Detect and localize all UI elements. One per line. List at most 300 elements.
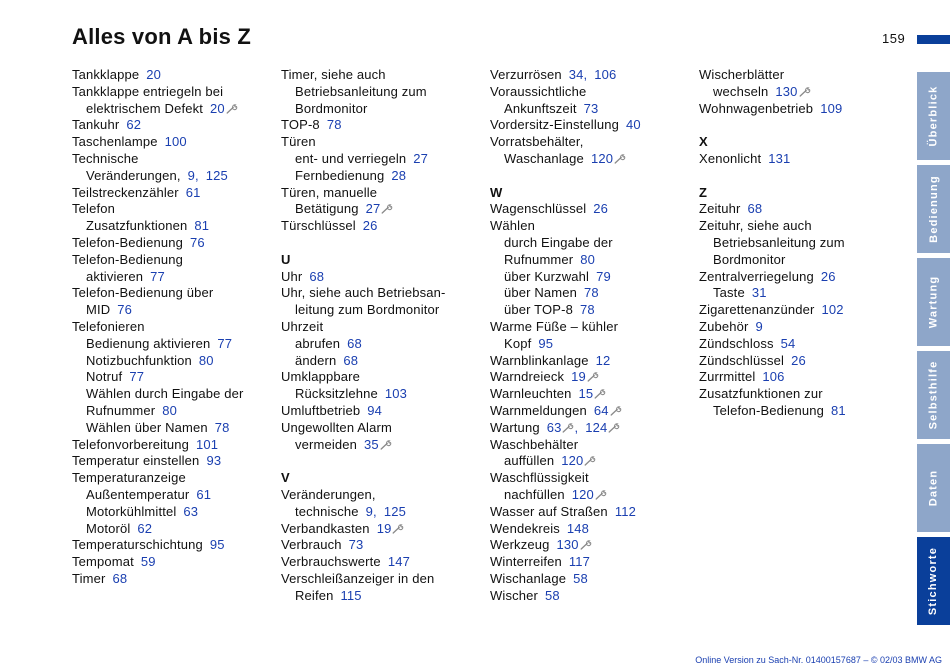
- index-entry: [72, 537, 277, 554]
- index-entry: [490, 218, 695, 235]
- index-letter-heading: [281, 470, 486, 487]
- index-entry: [490, 588, 695, 605]
- index-entry: [699, 369, 904, 386]
- index-column-2: [281, 67, 486, 605]
- index-entry: [490, 487, 695, 504]
- index-entry: [281, 353, 486, 370]
- page-ref-link[interactable]: 81: [830, 402, 846, 418]
- page-ref-link[interactable]: 94: [367, 402, 383, 418]
- index-entry: [490, 252, 695, 269]
- index-entry: [490, 84, 695, 101]
- index-term: Ankunftszeit: [504, 100, 577, 116]
- page-ref-link[interactable]: 95: [538, 335, 554, 351]
- index-entry: Wartung 63 , 124: [490, 420, 695, 437]
- index-term: Vordersitz-Einstellung: [490, 117, 620, 133]
- index-term: Temperaturschichtung: [72, 537, 203, 553]
- index-entry: [72, 151, 277, 168]
- index-entry: [72, 201, 277, 218]
- page-ref-link[interactable]: 15: [578, 386, 594, 402]
- index-entry: [72, 369, 277, 386]
- page-ref-link[interactable]: 59: [140, 554, 156, 570]
- page-ref-link[interactable]: 58: [573, 570, 588, 586]
- index-term: nachfüllen: [504, 486, 565, 502]
- index-term: Türen: [281, 134, 316, 150]
- index-term: Wartung: [490, 419, 540, 435]
- index-entry: [490, 353, 695, 370]
- index-term: Veränderungen,: [281, 486, 376, 502]
- wrench-icon: [380, 440, 392, 450]
- page-ref-link[interactable]: 73: [348, 537, 364, 553]
- index-term: Notruf: [86, 369, 123, 385]
- index-entry: [72, 453, 277, 470]
- index-term: TOP-8: [281, 117, 320, 133]
- index-entry: [699, 151, 904, 168]
- page-ref-link[interactable]: 124: [585, 419, 608, 435]
- index-term: Zigarettenanzünder: [699, 302, 815, 318]
- tab-selbsthilfe[interactable]: [917, 351, 950, 439]
- index-entry: [490, 117, 695, 134]
- index-term: V: [281, 470, 290, 486]
- index-term: Türen, manuelle: [281, 184, 378, 200]
- index-entry: [281, 218, 486, 235]
- index-entry: [699, 319, 904, 336]
- index-term: über Kurzwahl: [504, 268, 590, 284]
- index-entry: [490, 453, 695, 470]
- index-term: Zündschlüssel: [699, 352, 785, 368]
- page-ref-link[interactable]: 77: [129, 369, 145, 385]
- index-entry: [281, 403, 486, 420]
- tab-daten[interactable]: [917, 444, 950, 532]
- index-term: Wischerblätter: [699, 67, 785, 82]
- page-ref-link[interactable]: 26: [820, 268, 836, 284]
- index-term: Zeituhr: [699, 201, 741, 217]
- index-term: Vorratsbehälter,: [490, 134, 584, 150]
- page-ref-link[interactable]: 27: [365, 201, 381, 217]
- index-entry: [699, 336, 904, 353]
- page-ref-link[interactable]: 73: [583, 100, 599, 116]
- page-ref-link[interactable]: 12: [595, 352, 611, 368]
- page-ref-link[interactable]: 148: [566, 520, 590, 536]
- index-term: Zurrmittel: [699, 369, 756, 385]
- page-ref-link[interactable]: 78: [326, 117, 342, 133]
- index-term: Warnblinkanlage: [490, 352, 589, 368]
- page-ref-link[interactable]: 76: [189, 234, 205, 250]
- index-entry: [490, 235, 695, 252]
- index-entry: [281, 201, 486, 218]
- index-term: Telefon-Bedienung: [72, 234, 183, 250]
- index-term: Waschanlage: [504, 150, 584, 166]
- page-ref-link[interactable]: 102: [821, 302, 844, 318]
- index-entry: [281, 554, 486, 571]
- index-term: Türschlüssel: [281, 218, 356, 234]
- page-ref-link[interactable]: 68: [747, 201, 763, 217]
- page-ref-link[interactable]: 19: [376, 520, 392, 536]
- page-ref-link[interactable]: 112: [614, 503, 637, 519]
- index-entry: [490, 369, 695, 386]
- page-ref-link[interactable]: 9: [755, 318, 763, 334]
- tab-ueberblick[interactable]: [917, 72, 950, 160]
- index-term: Winterreifen: [490, 554, 562, 570]
- page-ref-link[interactable]: 125: [383, 503, 406, 519]
- index-entry: [281, 369, 486, 386]
- page-ref-link[interactable]: 117: [568, 554, 591, 570]
- index-term: Voraussichtliche: [490, 83, 587, 99]
- index-entry: [281, 319, 486, 336]
- index-term: Telefonvorbereitung: [72, 436, 190, 452]
- page-ref-link[interactable]: 79: [596, 268, 611, 284]
- index-term: Waschflüssigkeit: [490, 470, 589, 486]
- index-entry: [281, 101, 486, 118]
- page-ref-link[interactable]: 125: [205, 167, 228, 183]
- index-term: Wischanlage: [490, 570, 567, 586]
- page-ref-link[interactable]: 106: [594, 67, 617, 82]
- index-entry: [281, 521, 486, 538]
- index-entry: [699, 353, 904, 370]
- index-entry: [281, 302, 486, 319]
- index-term: Wischer: [490, 587, 538, 603]
- page-ref-link[interactable]: 34: [568, 67, 584, 82]
- index-entry: [72, 235, 277, 252]
- index-entry: [490, 537, 695, 554]
- page-title: Alles von A bis Z: [72, 24, 252, 49]
- page-ref-link[interactable]: 68: [347, 335, 362, 351]
- page-ref-link[interactable]: 80: [198, 352, 214, 368]
- tab-label: Stichworte: [927, 546, 940, 616]
- index-column-3: [490, 67, 695, 605]
- index-term: Warme Füße – kühler: [490, 318, 619, 334]
- page-ref-link[interactable]: 78: [214, 419, 230, 435]
- index-term: über TOP-8: [504, 302, 573, 318]
- index-term: Rufnummer: [504, 251, 574, 267]
- index-entry: [72, 336, 277, 353]
- index-term: Tempomat: [72, 554, 134, 570]
- page-ref-link[interactable]: 130: [556, 537, 579, 553]
- index-term: Werkzeug: [490, 537, 550, 553]
- index-column-4: [699, 67, 904, 420]
- index-entry: [699, 285, 904, 302]
- index-term: Ungewollten Alarm: [281, 419, 392, 435]
- page-ref-link[interactable]: 58: [545, 587, 560, 603]
- page-ref-link[interactable]: 100: [164, 134, 187, 150]
- index-term: Umklappbare: [281, 369, 360, 385]
- index-entry: [490, 151, 695, 168]
- index-entry: [281, 134, 486, 151]
- page-ref-link[interactable]: 130: [775, 83, 798, 99]
- page-ref-link[interactable]: 9: [187, 167, 196, 183]
- index-term: Betätigung: [295, 201, 359, 217]
- index-term: Warndreieck: [490, 369, 565, 385]
- page-ref-link[interactable]: 40: [626, 117, 641, 133]
- index-column-1: [72, 67, 277, 588]
- page-ref-link[interactable]: 68: [112, 570, 128, 586]
- page-ref-link[interactable]: 81: [194, 218, 210, 234]
- index-term: Verbandkasten: [281, 520, 370, 536]
- page-ref-link[interactable]: 35: [364, 436, 379, 452]
- index-entry: [699, 403, 904, 420]
- index-spacer: [699, 117, 904, 134]
- index-entry: [281, 420, 486, 437]
- wrench-icon: [614, 154, 626, 164]
- page-ref-link[interactable]: 61: [185, 184, 201, 200]
- index-term: Waschbehälter: [490, 436, 579, 452]
- index-entry: Verzurrösen 34, 106: [490, 67, 617, 82]
- index-term: ändern: [295, 352, 337, 368]
- wrench-icon: [381, 204, 393, 214]
- index-entry: [72, 487, 277, 504]
- wrench-icon: [226, 104, 238, 114]
- page-ref-link[interactable]: 115: [340, 587, 362, 603]
- tab-label: Überblick: [927, 85, 940, 147]
- tab-bedienung[interactable]: [917, 165, 950, 253]
- tab-label: Daten: [927, 469, 940, 507]
- index-term: Wendekreis: [490, 520, 560, 536]
- index-entry: [490, 134, 695, 151]
- index-term: U: [281, 251, 291, 267]
- index-entry: [281, 84, 486, 101]
- page-ref-link[interactable]: 106: [762, 369, 785, 385]
- index-entry: [281, 537, 486, 554]
- footer-copyright: Online Version zu Sach-Nr. 01400157687 – © 02/03 BMW AG: [695, 655, 942, 665]
- page-ref-link[interactable]: 27: [413, 150, 429, 166]
- index-spacer: [281, 235, 486, 252]
- index-entry: [490, 101, 695, 118]
- page-ref-link[interactable]: 61: [196, 486, 212, 502]
- index-entry: Veränderungen, 9, 125: [86, 167, 228, 183]
- page-ref-link[interactable]: 147: [387, 554, 410, 570]
- index-entry: technische 9, 125: [295, 503, 406, 519]
- page-ref-link[interactable]: 120: [571, 486, 594, 502]
- index-entry: [490, 504, 695, 521]
- index-entry: [281, 336, 486, 353]
- page-ref-link[interactable]: 101: [196, 436, 219, 452]
- page-ref-link[interactable]: 26: [791, 352, 806, 368]
- index-entry: [490, 386, 695, 403]
- index-term: Kopf: [504, 335, 532, 351]
- tab-wartung[interactable]: [917, 258, 950, 346]
- index-term: Betriebsanleitung zum: [713, 234, 845, 250]
- index-term: Notizbuchfunktion: [86, 352, 192, 368]
- index-term: Warnmeldungen: [490, 402, 587, 418]
- page-ref-link[interactable]: 26: [362, 218, 378, 234]
- index-entry: [72, 353, 277, 370]
- index-term: Verzurrösen: [490, 67, 562, 82]
- page-ref-link[interactable]: 131: [768, 150, 791, 166]
- index-entry: [699, 67, 904, 84]
- index-entry: [72, 386, 277, 403]
- index-entry: [281, 487, 486, 504]
- index-term: Bordmonitor: [713, 251, 786, 267]
- wrench-icon: [608, 423, 620, 433]
- index-term: Uhr, siehe auch Betriebsan-: [281, 285, 446, 301]
- index-entry: [699, 386, 904, 403]
- page-ref-link[interactable]: 28: [391, 167, 407, 183]
- index-entry: [699, 235, 904, 252]
- index-term: durch Eingabe der: [504, 234, 613, 250]
- index-term: Verschleißanzeiger in den: [281, 570, 435, 586]
- page-ref-link[interactable]: 93: [206, 453, 222, 469]
- index-term: über Namen: [504, 285, 578, 301]
- page-ref-link[interactable]: 20: [210, 100, 225, 116]
- wrench-icon: [595, 490, 607, 500]
- index-term: Wohnwagenbetrieb: [699, 100, 814, 116]
- index-term: Tankklappe entriegeln bei: [72, 83, 224, 99]
- index-entry: [72, 84, 277, 101]
- wrench-icon: [392, 524, 404, 534]
- index-term: Zubehör: [699, 318, 749, 334]
- index-term: abrufen: [295, 335, 341, 351]
- index-entry: [699, 269, 904, 286]
- index-term: Technische: [72, 150, 139, 166]
- index-term: Motorkühlmittel: [86, 503, 177, 519]
- index-term: Uhrzeit: [281, 318, 324, 334]
- index-entry: [490, 437, 695, 454]
- index-term: Timer: [72, 570, 106, 586]
- index-entry: [281, 168, 486, 185]
- index-entry: [72, 302, 277, 319]
- index-entry: [281, 437, 486, 454]
- page-ref-link[interactable]: 76: [117, 302, 133, 318]
- wrench-icon: [610, 406, 622, 416]
- index-term: Teilstreckenzähler: [72, 184, 179, 200]
- page-ref-link[interactable]: 78: [584, 285, 599, 301]
- index-term: Zusatzfunktionen zur: [699, 386, 823, 402]
- index-term: Warnleuchten: [490, 386, 572, 402]
- index-term: Rufnummer: [86, 402, 156, 418]
- page-ref-link[interactable]: 62: [137, 520, 153, 536]
- index-term: aktivieren: [86, 268, 144, 284]
- index-term: wechseln: [713, 83, 769, 99]
- index-term: elektrischem Defekt: [86, 100, 203, 116]
- index-spacer: [699, 168, 904, 185]
- page-ref-link[interactable]: 68: [309, 268, 325, 284]
- index-term: Veränderungen,: [86, 167, 181, 183]
- tab-stichworte[interactable]: [917, 537, 950, 625]
- index-entry: [72, 252, 277, 269]
- page-ref-link[interactable]: 19: [571, 369, 586, 385]
- page-ref-link[interactable]: 77: [217, 335, 233, 351]
- index-term: Reifen: [295, 587, 334, 603]
- page-ref-link[interactable]: 103: [384, 386, 408, 402]
- index-term: technische: [295, 503, 359, 519]
- index-entry: [699, 84, 904, 101]
- corner-bar: [917, 35, 950, 44]
- index-term: Z: [699, 184, 708, 200]
- index-entry: [490, 571, 695, 588]
- index-term: Telefonieren: [72, 318, 145, 334]
- wrench-icon: [584, 456, 596, 466]
- index-letter-heading: [699, 185, 904, 202]
- index-term: Wählen durch Eingabe der: [86, 386, 244, 402]
- page-ref-link[interactable]: 120: [590, 150, 614, 166]
- index-entry: [72, 521, 277, 538]
- index-term: Bedienung aktivieren: [86, 335, 211, 351]
- index-term: MID: [86, 302, 111, 318]
- page-ref-link[interactable]: 64: [593, 402, 609, 418]
- page-ref-link[interactable]: 20: [146, 67, 162, 82]
- index-entry: [281, 588, 486, 605]
- index-term: Temperatur einstellen: [72, 453, 200, 469]
- index-entry: [490, 470, 695, 487]
- index-entry: [281, 185, 486, 202]
- index-term: Zentralverriegelung: [699, 268, 814, 284]
- index-entry: [699, 302, 904, 319]
- tab-label: Wartung: [927, 275, 940, 329]
- page-ref-link[interactable]: 80: [162, 402, 178, 418]
- page-ref-link[interactable]: 63: [546, 419, 562, 435]
- page-ref-link[interactable]: 68: [343, 352, 359, 368]
- index-entry: [490, 201, 695, 218]
- index-letter-heading: [490, 185, 695, 202]
- page-ref-link[interactable]: 80: [580, 251, 596, 267]
- page-ref-link[interactable]: 78: [579, 302, 595, 318]
- wrench-icon: [594, 389, 606, 399]
- page-ref-link[interactable]: 63: [183, 503, 199, 519]
- index-entry: [72, 437, 277, 454]
- index-entry: [72, 285, 277, 302]
- index-entry: [72, 218, 277, 235]
- page-ref-link[interactable]: 31: [751, 285, 767, 301]
- index-term: Wasser auf Straßen: [490, 503, 608, 519]
- index-entry: [72, 117, 277, 134]
- page-ref-link[interactable]: 77: [150, 268, 165, 284]
- index-entry: [699, 101, 904, 118]
- index-term: Wählen über Namen: [86, 419, 208, 435]
- index-term: X: [699, 134, 708, 150]
- index-spacer: [281, 453, 486, 470]
- wrench-icon: [587, 372, 599, 382]
- index-term: Timer, siehe auch: [281, 67, 386, 82]
- page-ref-link[interactable]: 95: [209, 537, 225, 553]
- index-entry: [699, 201, 904, 218]
- index-term: Telefon-Bedienung: [713, 402, 824, 418]
- page-ref-link[interactable]: 109: [820, 100, 843, 116]
- index-entry: [281, 117, 486, 134]
- page-ref-link[interactable]: 26: [593, 201, 609, 217]
- index-term: Zündschloss: [699, 335, 774, 351]
- index-entry: [490, 285, 695, 302]
- index-entry: [490, 554, 695, 571]
- page-ref-link[interactable]: 54: [780, 335, 796, 351]
- index-entry: [281, 285, 486, 302]
- index-term: Telefon-Bedienung: [72, 251, 183, 267]
- index-entry: [281, 67, 486, 84]
- index-term: auffüllen: [504, 453, 555, 469]
- page-ref-link[interactable]: 120: [561, 453, 584, 469]
- index-term: Betriebsanleitung zum: [295, 83, 427, 99]
- page-ref-link[interactable]: 9: [365, 503, 374, 519]
- index-entry: [281, 151, 486, 168]
- wrench-icon: [580, 540, 592, 550]
- index-entry: [699, 218, 904, 235]
- index-term: vermeiden: [295, 436, 358, 452]
- index-term: Verbrauchswerte: [281, 554, 381, 570]
- index-term: Motoröl: [86, 520, 131, 536]
- index-entry: [72, 554, 277, 571]
- index-spacer: [490, 168, 695, 185]
- index-entry: [72, 185, 277, 202]
- index-term: Wagenschlüssel: [490, 201, 587, 217]
- page-ref-link[interactable]: 62: [126, 117, 142, 133]
- index-entry: [72, 420, 277, 437]
- page-number: 159: [882, 31, 906, 46]
- index-term: ent- und verriegeln: [295, 150, 407, 166]
- index-term: Umluftbetrieb: [281, 402, 361, 418]
- index-entry: [72, 134, 277, 151]
- index-entry: [490, 336, 695, 353]
- index-entry: [490, 269, 695, 286]
- index-term: Verbrauch: [281, 537, 342, 553]
- index-entry: [699, 252, 904, 269]
